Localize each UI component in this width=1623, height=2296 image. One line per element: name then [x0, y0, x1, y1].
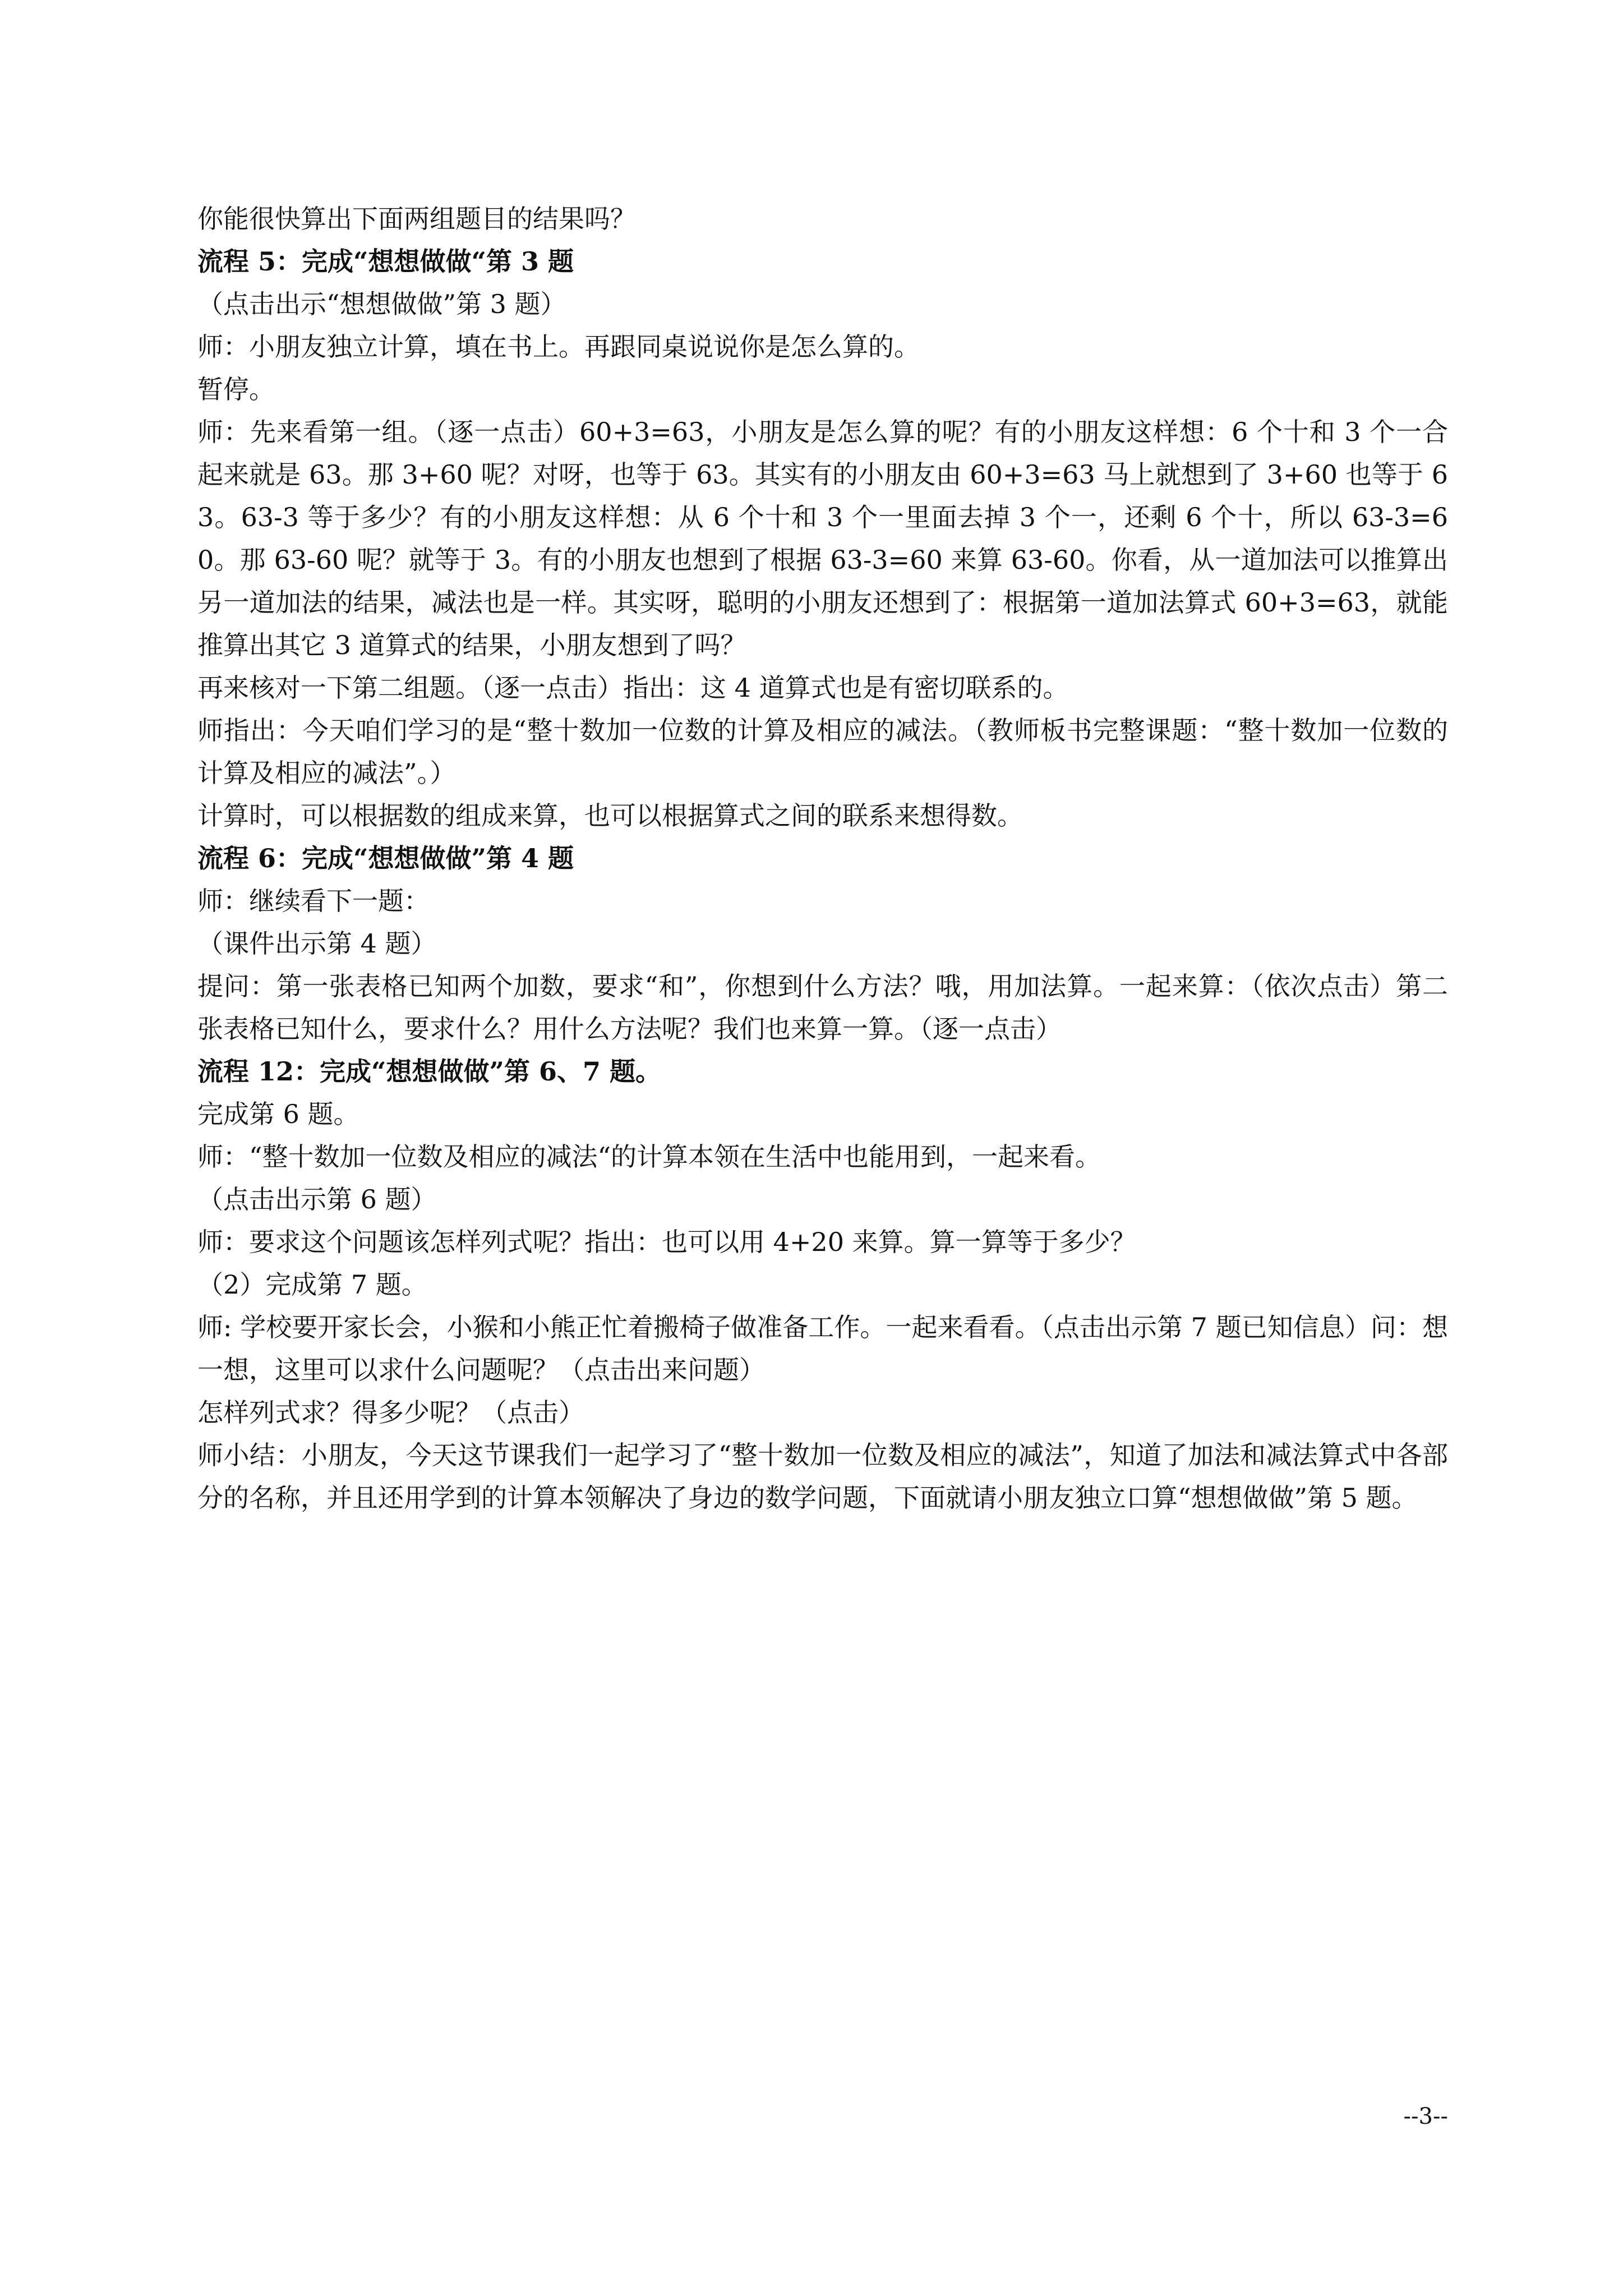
paragraph: 师：“整十数加一位数及相应的减法“的计算本领在生活中也能用到，一起来看。 [197, 1142, 1101, 1172]
section-heading: 流程 6：完成“想想做做”第 4 题 [197, 843, 574, 873]
paragraph: 暂停。 [197, 374, 275, 404]
paragraph: 师：先来看第一组。（逐一点击）60+3=63，小朋友是怎么算的呢？有的小朋友这样想：6 个十和 3 个一合起来就是 63。那 3+60 呢？对呀，也等于 63。其实有的小朋友由 60+3=63 马上就想到了 3+60 也等于 63。63-3 等于多少？有的小朋友这样想：从 6 个十和 3 个一里面去掉 3 个一，还剩 6 个十，所以 63-3=60。那 63-60 呢？就等于 3。有的小朋友也想到了根据 63-3=60 来算 63-60。你看，从一道加法可以推算出另一道加法的结果，减法也是一样。其实呀，聪明的小朋友还想到了：根据第一道加法算式 60+3=63，就能推算出其它 3 道算式的结果，小朋友想到了吗？ [197, 417, 1448, 660]
paragraph: （点击出示第 6 题） [197, 1184, 437, 1214]
paragraph: 师：小朋友独立计算，填在书上。再跟同桌说说你是怎么算的。 [197, 332, 920, 362]
paragraph: 师：继续看下一题： [197, 886, 430, 916]
paragraph: 师指出：今天咱们学习的是“整十数加一位数的计算及相应的减法。（教师板书完整课题：“整十数加一位数的计算及相应的减法”。） [197, 715, 1448, 788]
page-number: --3-- [1403, 2104, 1448, 2129]
paragraph: （点击出示“想想做做”第 3 题） [197, 289, 566, 319]
paragraph: 计算时，可以根据数的组成来算，也可以根据算式之间的联系来想得数。 [197, 800, 1023, 831]
paragraph: 师：要求这个问题该怎样列式呢？指出：也可以用 4+20 来算。算一算等于多少？ [197, 1227, 1136, 1257]
section-heading: 流程 5：完成“想想做做“第 3 题 [197, 246, 574, 277]
paragraph: 你能很快算出下面两组题目的结果吗？ [197, 204, 636, 234]
section-heading: 流程 12：完成“想想做做”第 6、7 题。 [197, 1056, 661, 1087]
paragraph: （2）完成第 7 题。 [197, 1269, 427, 1300]
paragraph: 师小结：小朋友，今天这节课我们一起学习了“整十数加一位数及相应的减法”，知道了加法和减法算式中各部分的名称，并且还用学到的计算本领解决了身边的数学问题，下面就请小朋友独立口算“想想做做”第 5 题。 [197, 1440, 1448, 1513]
document-body [197, 197, 1448, 1519]
paragraph: 师: 学校要开家长会，小猴和小熊正忙着搬椅子做准备工作。一起来看看。（点击出示第 7 题已知信息）问：想一想，这里可以求什么问题呢？（点击出来问题） [197, 1312, 1448, 1385]
paragraph: 完成第 6 题。 [197, 1099, 359, 1129]
paragraph: 提问：第一张表格已知两个加数，要求“和”，你想到什么方法？哦，用加法算。一起来算：（依次点击）第二张表格已知什么，要求什么？用什么方法呢？我们也来算一算。（逐一点击） [197, 971, 1448, 1044]
paragraph: 再来核对一下第二组题。（逐一点击）指出：这 4 道算式也是有密切联系的。 [197, 673, 1069, 703]
paragraph: （课件出示第 4 题） [197, 928, 437, 959]
paragraph: 怎样列式求？得多少呢？（点击） [197, 1397, 584, 1428]
